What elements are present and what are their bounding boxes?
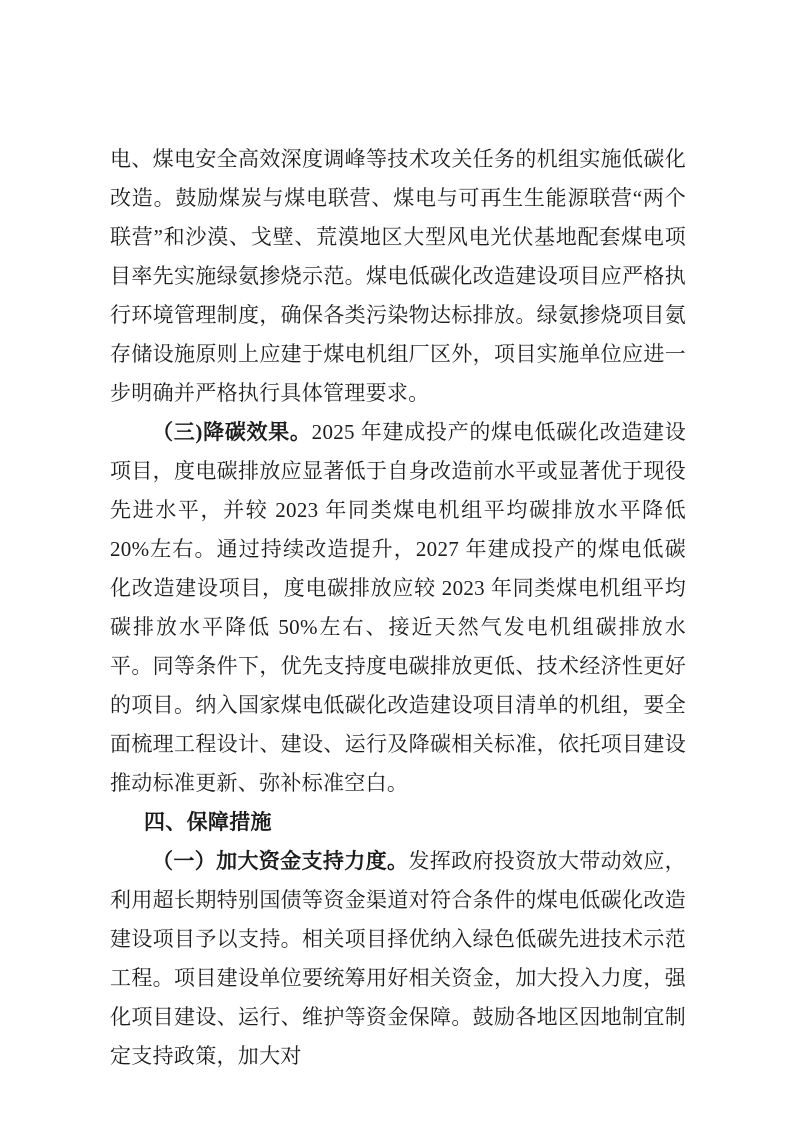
document-text-block	[110, 140, 686, 1076]
paragraph-carbon-reduction-effect	[110, 413, 686, 803]
paragraph-lead-bold: （一）加大资金支持力度。	[152, 849, 409, 873]
paragraph-continuation	[110, 140, 686, 413]
section-heading-safeguard-measures: 四、保障措施	[144, 811, 272, 834]
paragraph-text: 电、煤电安全高效深度调峰等技术攻关任务的机组实施低碳化改造。鼓励煤炭与煤电联营、煤电与可再生生能源联营“两个联营”和沙漠、戈壁、荒漠地区大型风电光伏基地配套煤电项目率先实施绿氨掺烧示范。煤电低碳化改造建设项目应严格执行环境管理制度，确保各类污染物达标排放。绿氨掺烧项目氨存储设施原则上应建于煤电机组厂区外，项目实施单位应进一步明确并严格执行具体管理要求。	[110, 147, 686, 405]
paragraph-text: 发挥政府投资放大带动效应，利用超长期特别国债等资金渠道对符合条件的煤电低碳化改造建设项目予以支持。相关项目择优纳入绿色低碳先进技术示范工程。项目建设单位要统筹用好相关资金，加大投入力度，强化项目建设、运行、维护等资金保障。鼓励各地区因地制宜制定支持政策，加大对	[110, 849, 686, 1068]
paragraph-funding-support	[110, 842, 686, 1076]
paragraph-text: 2025 年建成投产的煤电低碳化改造建设项目，度电碳排放应显著低于自身改造前水平或显著优于现役先进水平，并较 2023 年同类煤电机组平均碳排放水平降低 20%左右。通过持续改造提升，2027 年建成投产的煤电低碳化改造建设项目，度电碳排放应较 2023 年同类煤电机组平均碳排放水平降低 50%左右、接近天然气发电机组碳排放水平。同等条件下，优先支持度电碳排放更低、技术经济性更好的项目。纳入国家煤电低碳化改造建设项目清单的机组，要全面梳理工程设计、建设、运行及降碳相关标准，依托项目建设推动标准更新、弥补标准空白。	[110, 420, 686, 795]
paragraph-lead-bold: （三)降碳效果。	[152, 420, 312, 444]
